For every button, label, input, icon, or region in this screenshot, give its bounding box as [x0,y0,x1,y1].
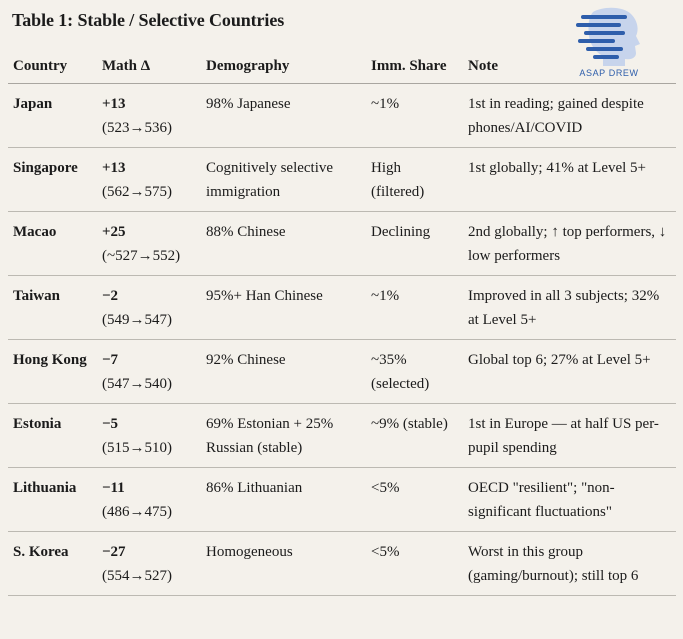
math-delta-cell [97,212,201,276]
country-cell: Lithuania [8,468,97,532]
country-cell: Japan [8,84,97,148]
note-cell: 1st globally; 41% at Level 5+ [463,148,676,212]
demography-cell: 98% Japanese [201,84,366,148]
column-header-imm-share: Imm. Share [366,46,463,84]
math-delta-cell [97,404,201,468]
table-header-row [8,46,676,84]
math-delta-value: −5 [102,416,119,432]
math-score-range: (562→575) [102,184,172,200]
country-cell: Singapore [8,148,97,212]
demography-cell: Homogeneous [201,532,366,596]
note-cell: 1st in reading; gained despite phones/AI/COVID [463,84,676,148]
column-header-demography: Demography [201,46,366,84]
note-cell: Improved in all 3 subjects; 32% at Level 5+ [463,276,676,340]
table-row [8,404,676,468]
math-score-range: (486→475) [102,504,172,520]
imm-share-cell: High (filtered) [366,148,463,212]
country-cell: S. Korea [8,532,97,596]
imm-share-cell: ~35% (selected) [366,340,463,404]
country-cell: Estonia [8,404,97,468]
math-delta-cell [97,84,201,148]
demography-cell: Cognitively selective immigration [201,148,366,212]
column-header-note: Note [463,46,676,84]
imm-share-cell: <5% [366,532,463,596]
math-delta-cell [97,340,201,404]
imm-share-cell: Declining [366,212,463,276]
note-cell: 1st in Europe — at half US per-pupil spending [463,404,676,468]
math-delta-value: +25 [102,224,126,240]
table-row [8,276,676,340]
country-cell: Hong Kong [8,340,97,404]
note-cell: 2nd globally; ↑ top performers, ↓ low performers [463,212,676,276]
table-title: Table 1: Stable / Selective Countries [12,10,285,30]
note-cell: OECD "resilient"; "non-significant fluctuations" [463,468,676,532]
math-score-range: (~527→552) [102,248,181,264]
table-row [8,532,676,596]
imm-share-cell: ~1% [366,84,463,148]
math-score-range: (554→527) [102,568,172,584]
math-score-range: (547→540) [102,376,172,392]
imm-share-cell: ~1% [366,276,463,340]
math-delta-value: −2 [102,288,119,304]
table-row [8,84,676,148]
logo-text: ASAP DREW [579,68,639,78]
imm-share-cell: ~9% (stable) [366,404,463,468]
table-row [8,340,676,404]
math-delta-cell [97,148,201,212]
math-score-range: (515→510) [102,440,172,456]
table-row [8,468,676,532]
math-score-range: (549→547) [102,312,172,328]
demography-cell: 86% Lithuanian [201,468,366,532]
note-cell: Global top 6; 27% at Level 5+ [463,340,676,404]
math-delta-cell [97,468,201,532]
countries-table [8,46,676,596]
table-row [8,212,676,276]
demography-cell: 95%+ Han Chinese [201,276,366,340]
demography-cell: 92% Chinese [201,340,366,404]
math-score-range: (523→536) [102,120,172,136]
math-delta-value: −27 [102,544,126,560]
note-cell: Worst in this group (gaming/burnout); still top 6 [463,532,676,596]
math-delta-cell [97,276,201,340]
math-delta-value: −11 [102,480,125,496]
math-delta-cell [97,532,201,596]
math-delta-value: +13 [102,160,126,176]
math-delta-value: +13 [102,96,126,112]
table-row [8,148,676,212]
demography-cell: 69% Estonian + 25% Russian (stable) [201,404,366,468]
country-cell: Macao [8,212,97,276]
math-delta-value: −7 [102,352,119,368]
demography-cell: 88% Chinese [201,212,366,276]
country-cell: Taiwan [8,276,97,340]
column-header-math-delta: Math Δ [97,46,201,84]
imm-share-cell: <5% [366,468,463,532]
column-header-country: Country [8,46,97,84]
